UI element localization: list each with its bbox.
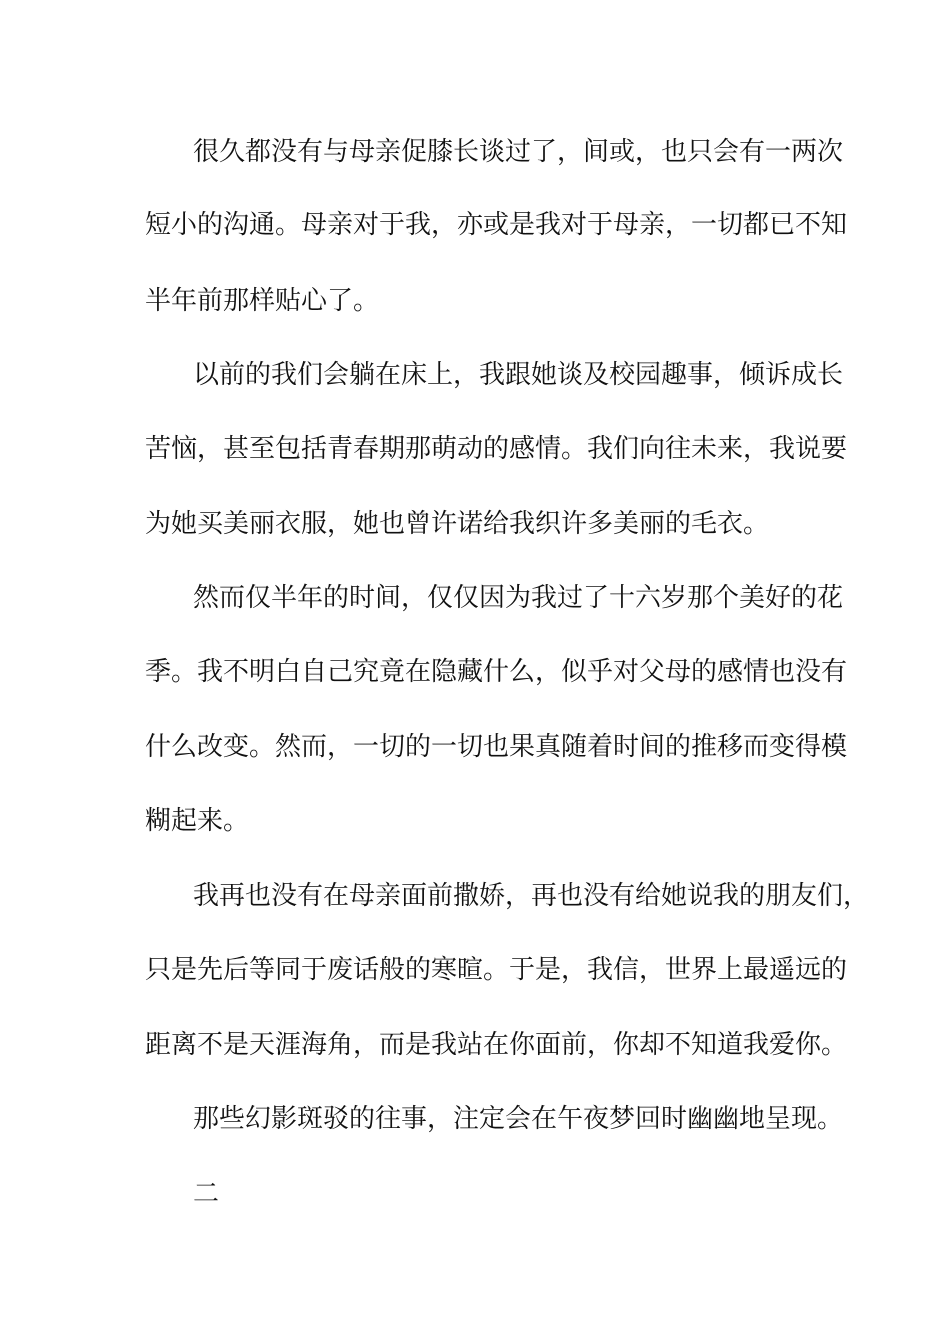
paragraph-4-line-1: 我再也没有在母亲面前撒娇，再也没有给她说我的朋友们， — [193, 881, 870, 911]
paragraph-2-line-1: 以前的我们会躺在床上，我跟她谈及校园趣事，倾诉成长 — [193, 360, 844, 390]
paragraph-3-line-1: 然而仅半年的时间，仅仅因为我过了十六岁那个美好的花 — [193, 583, 844, 613]
paragraph-3-line-2: 季。我不明白自己究竟在隐藏什么，似乎对父母的感情也没有 — [145, 657, 848, 687]
section-heading: 二 — [193, 1179, 220, 1209]
paragraph-4-line-2: 只是先后等同于废话般的寒暄。于是，我信，世界上最遥远的 — [145, 955, 848, 985]
paragraph-2-line-2: 苦恼，甚至包括青春期那萌动的感情。我们向往未来，我说要 — [145, 434, 848, 464]
paragraph-3-line-4: 糊起来。 — [145, 806, 250, 836]
paragraph-1-line-3: 半年前那样贴心了。 — [145, 286, 380, 316]
paragraph-3-line-3: 什么改变。然而，一切的一切也果真随着时间的推移而变得模 — [145, 732, 848, 762]
paragraph-5-line-1: 那些幻影斑驳的往事，注定会在午夜梦回时幽幽地呈现。 — [193, 1104, 844, 1134]
paragraph-4-line-3: 距离不是天涯海角，而是我站在你面前，你却不知道我爱你。 — [145, 1030, 848, 1060]
paragraph-2-line-3: 为她买美丽衣服，她也曾许诺给我织许多美丽的毛衣。 — [145, 509, 770, 539]
paragraph-1-line-2: 短小的沟通。母亲对于我，亦或是我对于母亲，一切都已不知 — [145, 210, 848, 240]
paragraph-1-line-1: 很久都没有与母亲促膝长谈过了，间或，也只会有一两次 — [193, 137, 844, 167]
